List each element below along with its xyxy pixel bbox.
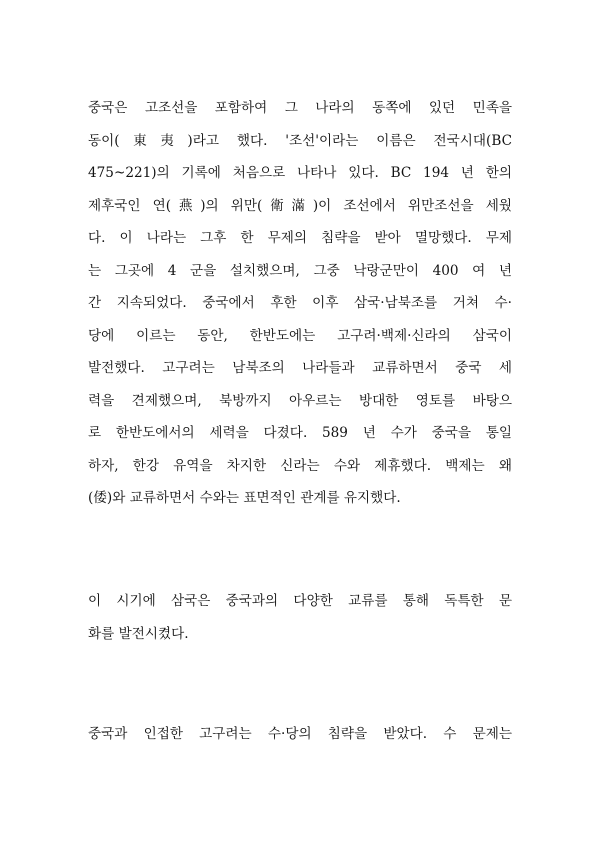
text-line: 간 지속되었다. 중국에서 후한 이후 삼국·남북조를 거쳐 수·: [88, 295, 512, 311]
text-line: 중국과 인접한 고구려는 수·당의 침략을 받았다. 수 문제는: [88, 726, 512, 742]
text-line: (倭)와 교류하면서 수와는 표면적인 관계를 유지했다.: [88, 490, 401, 506]
text-line: 475~221)의 기록에 처음으로 나타나 있다. BC 194 년 한의: [88, 165, 512, 181]
text-line: 제후국인 연(燕)의 위만(衛滿)이 조선에서 위만조선을 세웠: [88, 197, 512, 214]
text-line: 당에 이르는 동안, 한반도에는 고구려·백제·신라의 삼국이: [88, 327, 512, 344]
text-line: 이 시기에 삼국은 중국과의 다양한 교류를 통해 독특한 문: [88, 593, 512, 609]
text-line: 력을 견제했으며, 북방까지 아우르는 방대한 영토를 바탕으: [88, 392, 512, 409]
paragraph-history-relations: [88, 92, 512, 515]
text-line: 동이(東夷)라고 했다. '조선'이라는 이름은 전국시대(BC: [88, 132, 512, 149]
text-line: 화를 발전시켰다.: [88, 625, 189, 642]
text-line: 하자, 한강 유역을 차지한 신라는 수와 제휴했다. 백제는 왜: [88, 457, 512, 474]
text-line: 다. 이 나라는 그후 한 무제의 침략을 받아 멸망했다. 무제: [88, 230, 512, 246]
paragraph-goguryeo-invasion: [88, 718, 512, 751]
text-line: 중국은 고조선을 포함하여 그 나라의 동쪽에 있던 민족을: [88, 100, 512, 116]
text-line: 로 한반도에서의 세력을 다졌다. 589 년 수가 중국을 통일: [88, 425, 512, 441]
paragraph-three-kingdoms-culture: [88, 585, 512, 650]
text-line: 발전했다. 고구려는 남북조의 나라들과 교류하면서 중국 세: [88, 360, 512, 376]
text-line: 는 그곳에 4 군을 설치했으며, 그중 낙랑군만이 400 여 년: [88, 262, 512, 279]
